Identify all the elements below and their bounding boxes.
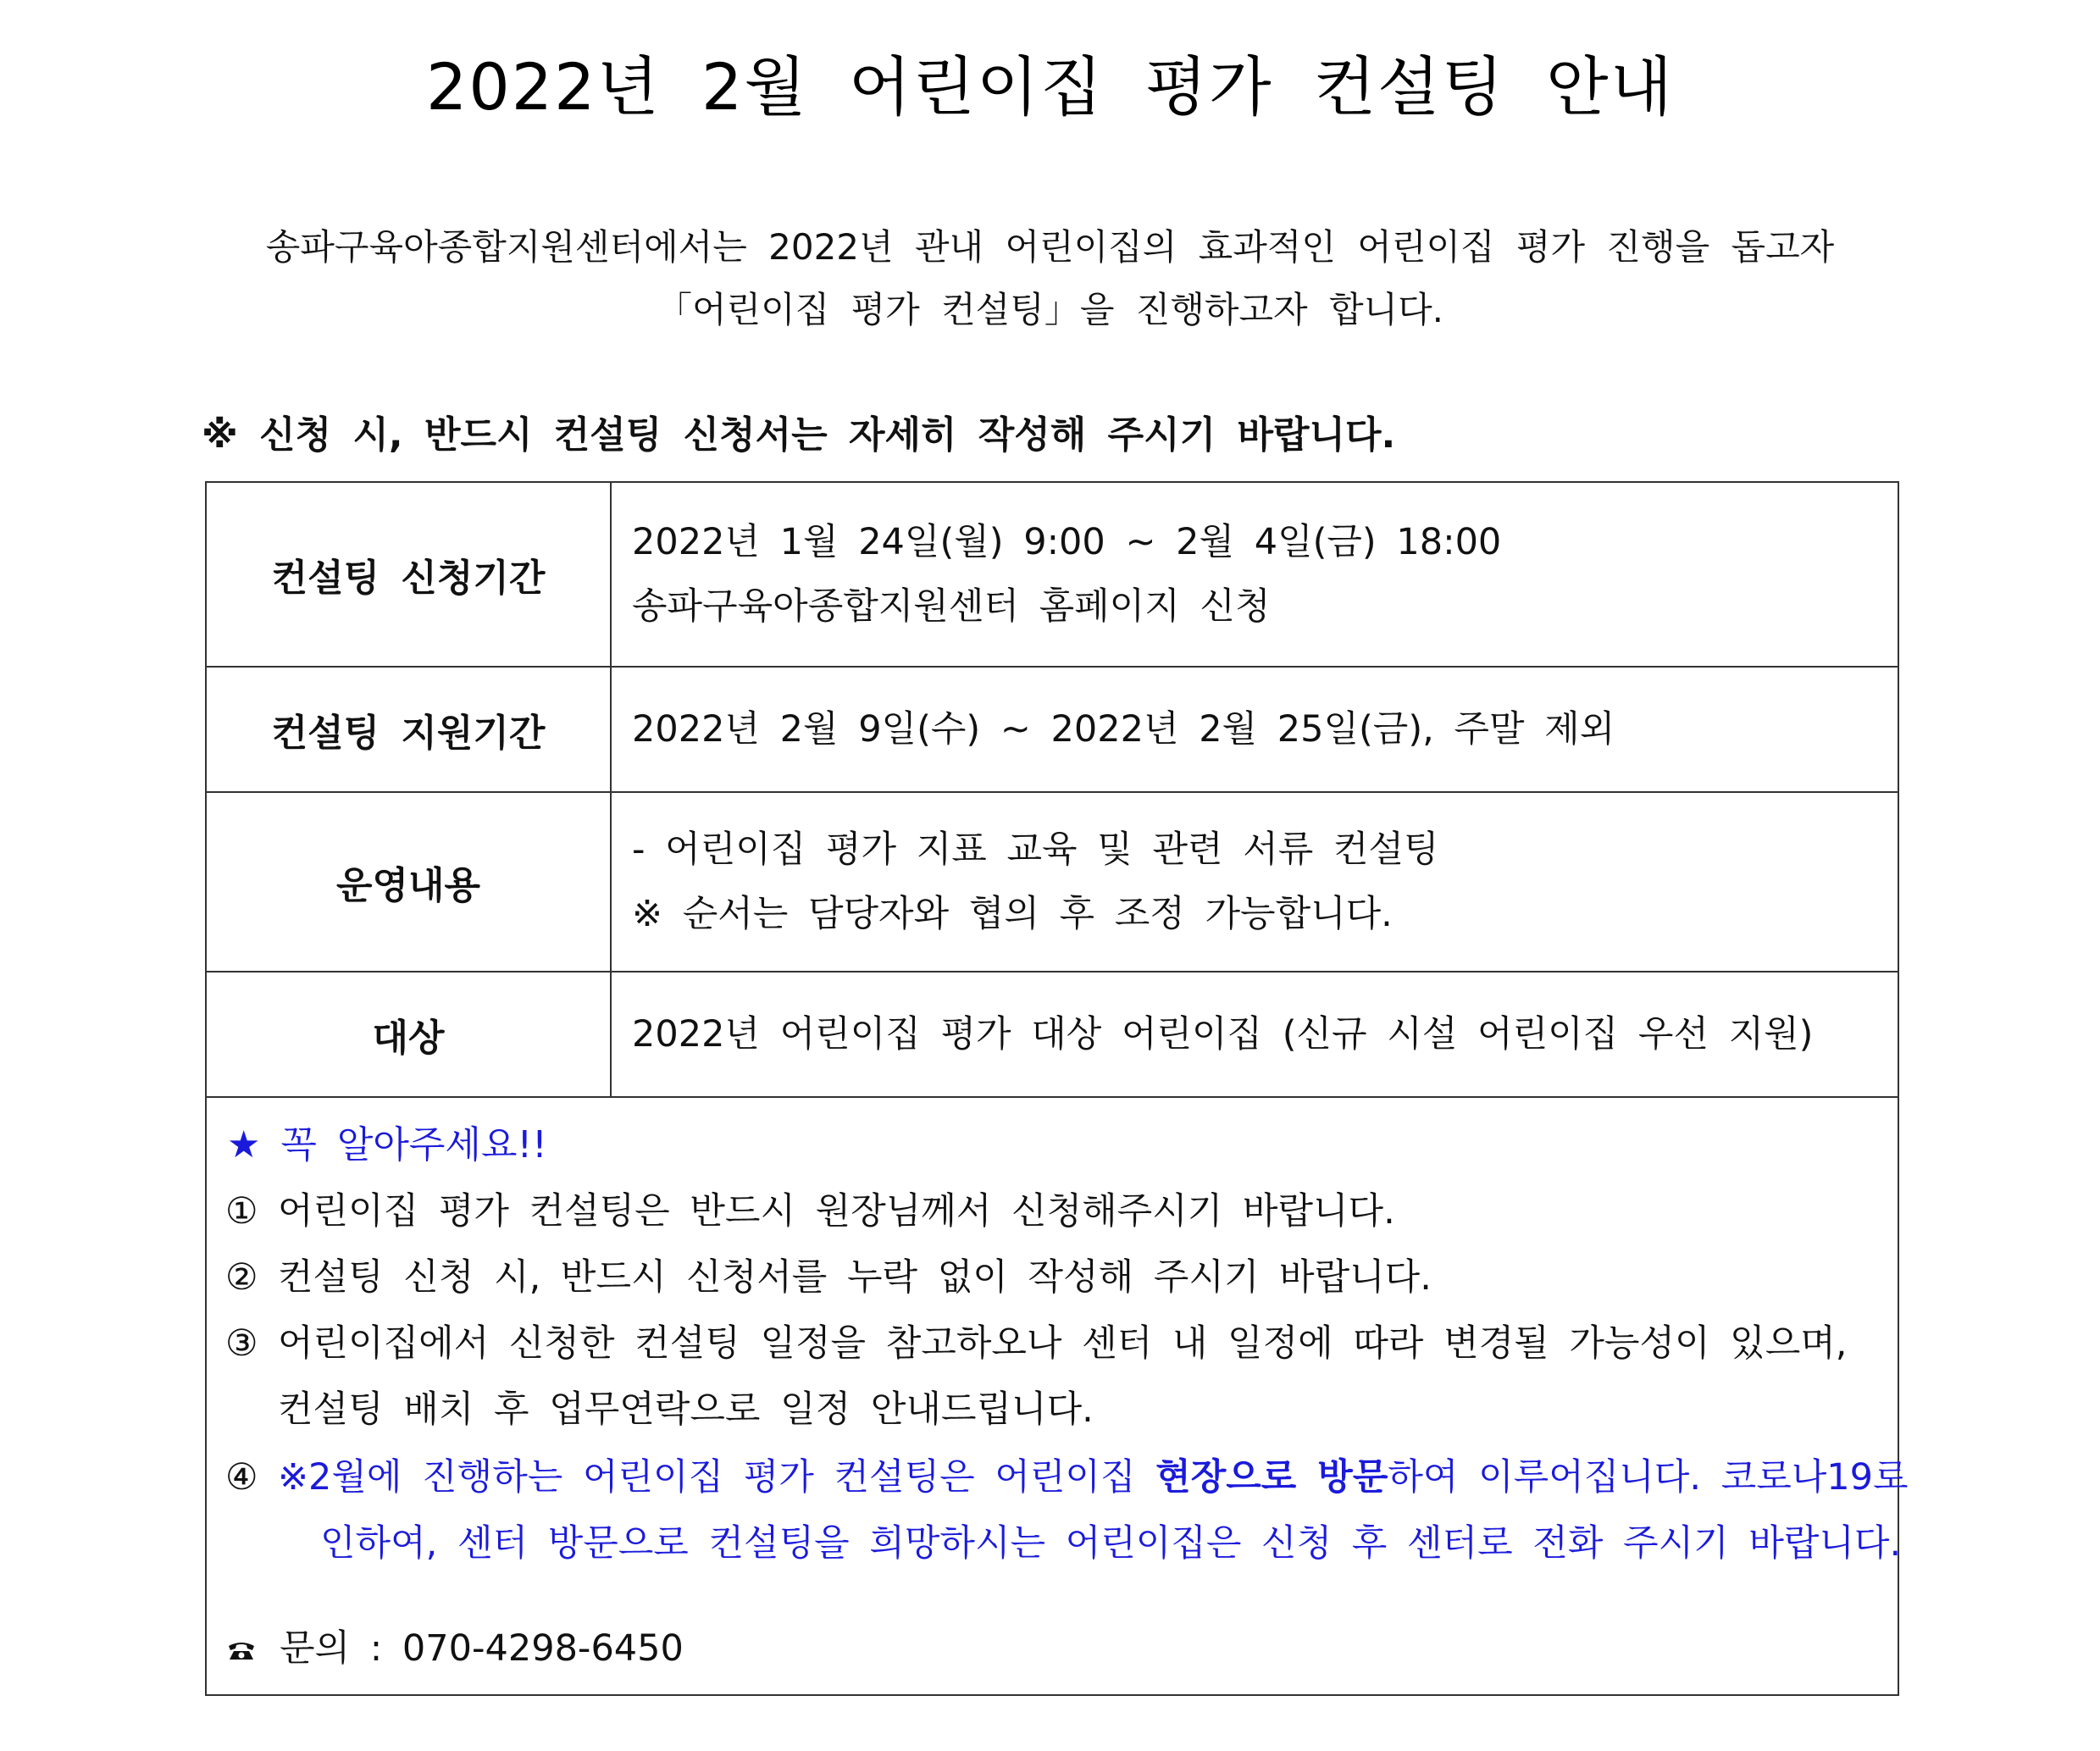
note-number: ④ <box>225 1456 258 1499</box>
phone-icon <box>227 1641 256 1661</box>
page-title: 2022년 2월 어린이집 평가 컨설팅 안내 <box>426 49 1674 125</box>
note-text-continued: 인하여, 센터 방문으로 컨설팅을 희망하시는 어린이집은 신청 후 센터로 전화 주시기 바랍니다. <box>320 1522 1902 1565</box>
contact-text: 문의 : 070-4298-6450 <box>280 1627 684 1670</box>
row-value-line: - 어린이집 평가 지표 교육 및 관련 서류 컨설팅 <box>632 828 1439 871</box>
row-value <box>632 483 1501 666</box>
row-label: 대상 <box>207 972 612 1096</box>
row-value-line: 2022년 2월 9일(수) ~ 2022년 2월 25일(금), 주말 제외 <box>632 708 1615 751</box>
table-row-application-period <box>207 483 1898 668</box>
table-row-support-period <box>207 668 1898 793</box>
note-text-emphasis: 현장으로 방문 <box>1155 1456 1388 1499</box>
note-item <box>225 1186 1395 1237</box>
intro-line-2: 「어린이집 평가 컨설팅」을 진행하고자 합니다. <box>656 289 1444 330</box>
note-text: 컨설팅 신청 시, 반드시 신청서를 누락 없이 작성해 주시기 바랍니다. <box>278 1256 1432 1299</box>
row-value-line: 2022년 어린이집 평가 대상 어린이집 (신규 시설 어린이집 우선 지원) <box>632 1013 1814 1056</box>
row-value <box>632 668 1615 791</box>
note-text-part: 하여 이루어집니다. 코로나19로 <box>1388 1456 1909 1499</box>
row-value-line: ※ 순서는 담당자와 협의 후 조정 가능합니다. <box>632 893 1393 935</box>
note-text-continued: 컨설팅 배치 후 업무연락으로 일정 안내드립니다. <box>278 1388 1094 1431</box>
notes-heading: ★ 꼭 알아주세요!! <box>227 1123 547 1166</box>
note-item <box>225 1452 1909 1503</box>
info-table <box>205 481 1909 1696</box>
row-value <box>632 793 1439 971</box>
note-text: 어린이집 평가 컨설팅은 반드시 원장님께서 신청해주시기 바랍니다. <box>278 1190 1395 1233</box>
note-item <box>225 1318 1847 1369</box>
row-label: 컨설팅 지원기간 <box>207 668 612 791</box>
note-number: ② <box>225 1256 258 1299</box>
note-number: ③ <box>225 1322 258 1365</box>
table-row-operation-content <box>207 793 1898 972</box>
note-text-part: ※2월에 진행하는 어린이집 평가 컨설팅은 어린이집 <box>278 1456 1156 1499</box>
row-value-line: 송파구육아종합지원센터 홈페이지 신청 <box>632 585 1271 628</box>
row-value-line: 2022년 1월 24일(월) 9:00 ~ 2월 4일(금) 18:00 <box>632 521 1502 563</box>
note-number: ① <box>225 1190 258 1233</box>
intro-line-1: 송파구육아종합지원센터에서는 2022년 관내 어린이집의 효과적인 어린이집 평가 진행을 돕고자 <box>265 226 1835 268</box>
note-item <box>225 1252 1432 1303</box>
note-text: 어린이집에서 신청한 컨설팅 일정을 참고하오나 센터 내 일정에 따라 변경될 가능성이 있으며, <box>278 1322 1848 1365</box>
contact-line <box>227 1623 684 1674</box>
note-text <box>278 1456 1909 1499</box>
row-value <box>632 972 1813 1096</box>
row-label: 운영내용 <box>207 793 612 971</box>
notes-section <box>207 1098 1909 1694</box>
application-notice: ※ 신청 시, 반드시 컨설팅 신청서는 자세히 작성해 주시기 바랍니다. <box>202 413 1396 457</box>
row-label: 컨설팅 신청기간 <box>207 483 612 666</box>
table-row-target <box>207 972 1898 1098</box>
